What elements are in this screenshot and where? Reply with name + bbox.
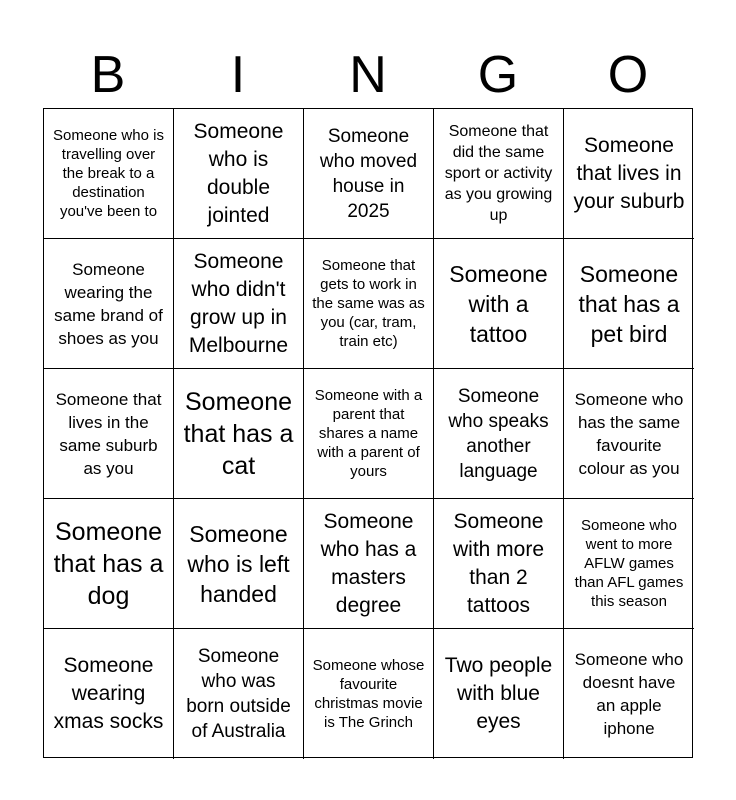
- cell-text: Someone who didn't grow up in Melbourne: [188, 249, 289, 357]
- cell-text: Someone who is travelling over the break to a destination you've been to: [53, 127, 164, 220]
- bingo-cell[interactable]: [174, 109, 304, 239]
- bingo-cell[interactable]: [44, 369, 174, 499]
- header-letter-g: G: [477, 46, 519, 104]
- bingo-cell[interactable]: [304, 109, 434, 239]
- cell-text: Someone that did the same sport or activity as you growing up: [444, 123, 553, 224]
- bingo-cell[interactable]: [44, 239, 174, 369]
- header-letter-i: I: [230, 46, 246, 104]
- bingo-cell[interactable]: [304, 499, 434, 629]
- bingo-cell[interactable]: [174, 499, 304, 629]
- bingo-cell[interactable]: [304, 369, 434, 499]
- cell-text: Someone whose favourite christmas movie is The Grinch: [312, 657, 425, 731]
- cell-text: Someone who has a masters degree: [320, 509, 417, 617]
- cell-text: Someone who is left handed: [187, 520, 290, 607]
- bingo-cell[interactable]: [434, 109, 564, 239]
- cell-text: Someone that has a dog: [53, 517, 164, 610]
- cell-text: Someone that gets to work in the same was as you (car, tram, train etc): [312, 257, 425, 350]
- bingo-cell[interactable]: [434, 499, 564, 629]
- bingo-cell[interactable]: [44, 629, 174, 759]
- cell-text: Someone that lives in your suburb: [573, 133, 685, 213]
- cell-text: Someone with a parent that shares a name with a parent of yours: [314, 387, 423, 480]
- bingo-cell[interactable]: [564, 629, 694, 759]
- cell-text: Someone with more than 2 tattoos: [452, 509, 545, 617]
- header-letter-b: B: [90, 46, 126, 104]
- bingo-cell[interactable]: [174, 369, 304, 499]
- cell-text: Someone wearing xmas socks: [53, 654, 164, 733]
- bingo-cell[interactable]: [434, 239, 564, 369]
- cell-text: Someone who is double jointed: [193, 119, 284, 227]
- bingo-cell[interactable]: [434, 629, 564, 759]
- cell-text: Someone who speaks another language: [448, 385, 549, 482]
- bingo-cell[interactable]: [564, 239, 694, 369]
- bingo-grid: [43, 108, 693, 758]
- header-letter-o: O: [607, 46, 649, 104]
- cell-text: Someone wearing the same brand of shoes as you: [54, 259, 163, 348]
- cell-text: Someone that lives in the same suburb as you: [55, 389, 162, 478]
- cell-text: Someone that has a cat: [183, 387, 294, 480]
- cell-text: Two people with blue eyes: [444, 654, 553, 733]
- header-letter-n: N: [349, 46, 387, 104]
- bingo-cell[interactable]: [174, 629, 304, 759]
- bingo-cell[interactable]: [564, 499, 694, 629]
- bingo-cell[interactable]: [44, 499, 174, 629]
- bingo-cell[interactable]: [304, 239, 434, 369]
- cell-text: Someone with a tattoo: [449, 260, 548, 347]
- bingo-cell[interactable]: [174, 239, 304, 369]
- bingo-header: [43, 40, 693, 110]
- cell-text: Someone who moved house in 2025: [319, 125, 418, 222]
- cell-text: Someone who doesnt have an apple iphone: [574, 650, 684, 738]
- bingo-cell[interactable]: [44, 109, 174, 239]
- cell-text: Someone that has a pet bird: [578, 260, 680, 347]
- cell-text: Someone who was born outside of Australia: [186, 646, 291, 742]
- bingo-cell[interactable]: [304, 629, 434, 759]
- bingo-cell[interactable]: [564, 109, 694, 239]
- bingo-cell[interactable]: [434, 369, 564, 499]
- cell-text: Someone who went to more AFLW games than AFL games this season: [574, 517, 684, 610]
- bingo-cell[interactable]: [564, 369, 694, 499]
- cell-text: Someone who has the same favourite colour as you: [574, 389, 684, 478]
